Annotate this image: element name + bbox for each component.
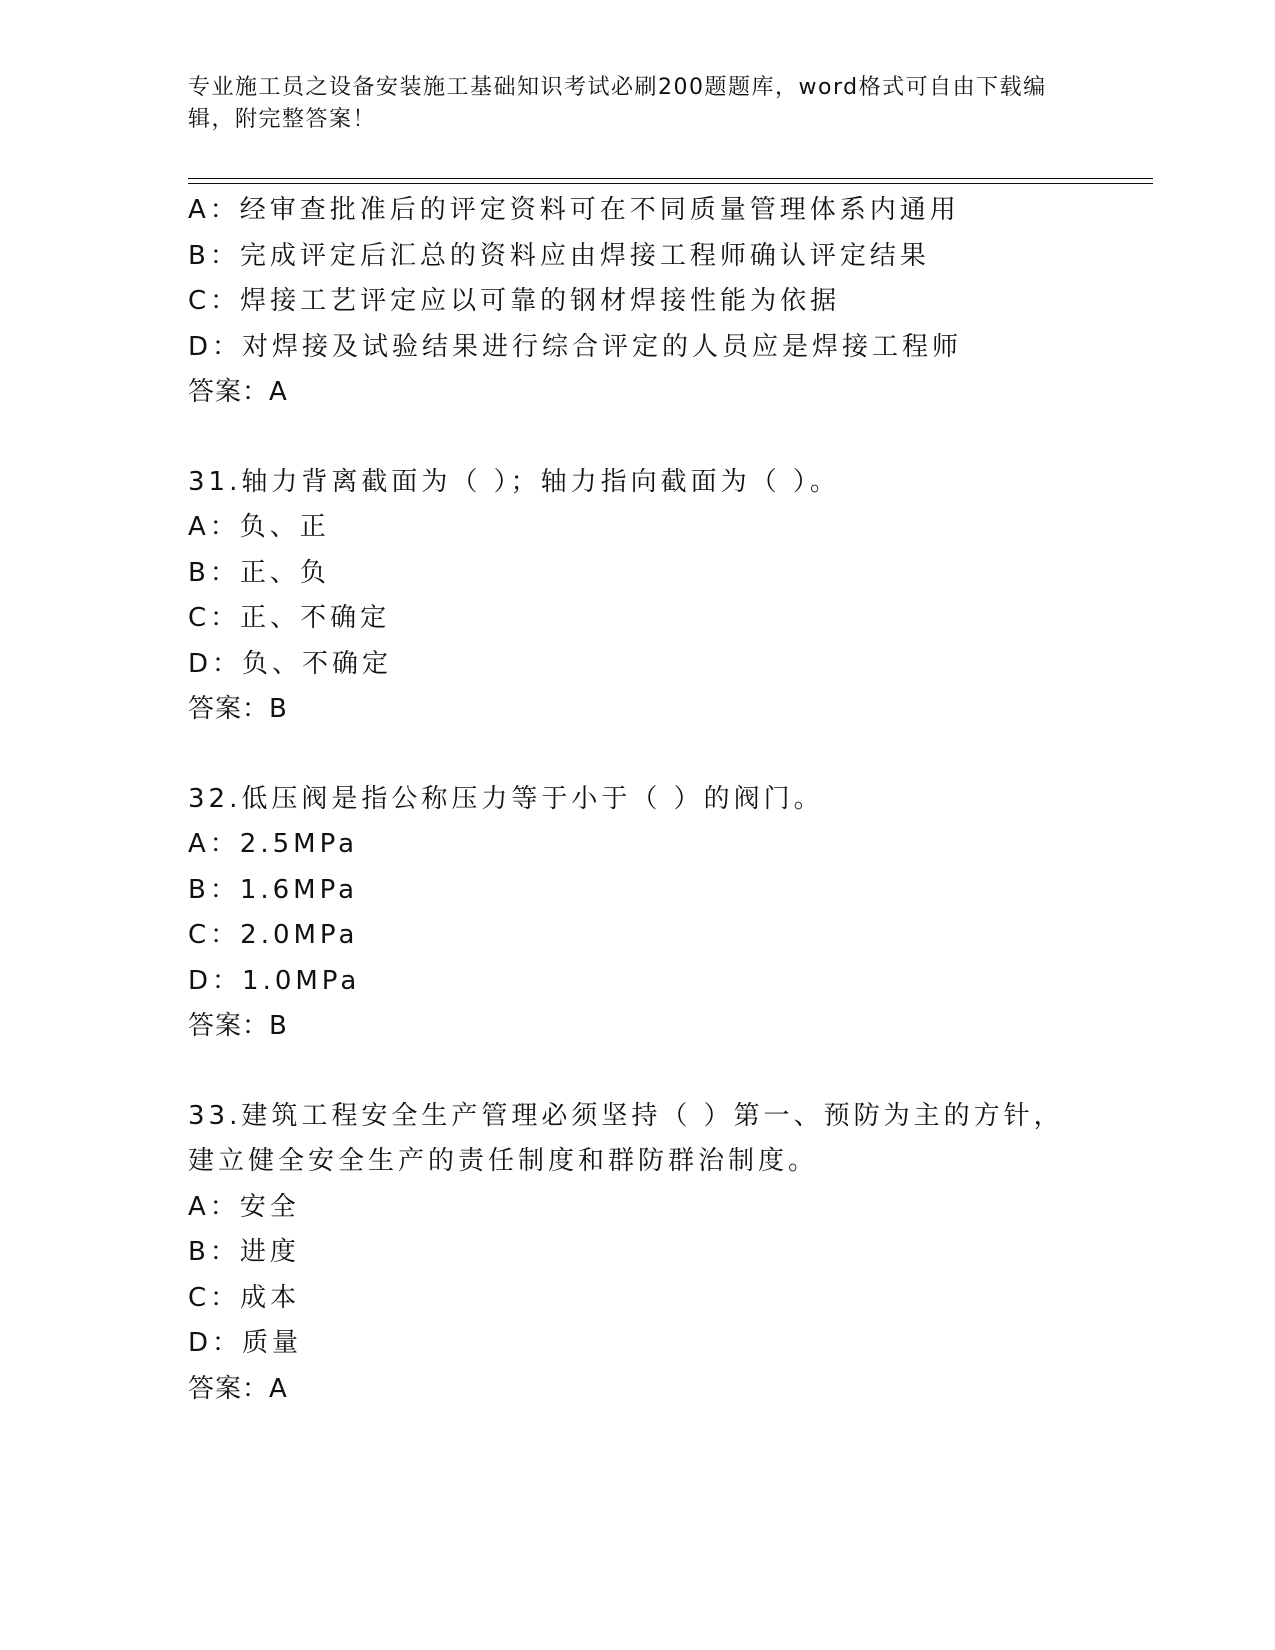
question-32 xyxy=(188,777,1088,1050)
option-b: B：正、负 xyxy=(188,557,330,588)
option-c: C：焊接工艺评定应以可靠的钢材焊接性能为依据 xyxy=(188,286,841,316)
option-a: A：2.5MPa xyxy=(188,829,359,859)
question-30 xyxy=(188,188,1088,416)
question-33 xyxy=(188,1094,1088,1413)
option-d: D：质量 xyxy=(188,1328,303,1358)
option-b: B：进度 xyxy=(188,1237,300,1267)
question-list xyxy=(188,188,1088,1412)
option-c: C：2.0MPa xyxy=(188,920,359,950)
document-header: 专业施工员之设备安装施工基础知识考试必刷200题题库，word格式可自由下载编辑，附完整答案！ xyxy=(188,75,1047,132)
option-a: A：安全 xyxy=(188,1191,300,1222)
option-a: A：经审查批准后的评定资料可在不同质量管理体系内通用 xyxy=(188,195,960,225)
answer: 答案：A xyxy=(188,1373,288,1404)
answer: 答案：B xyxy=(188,1011,288,1041)
answer: 答案：B xyxy=(188,694,288,724)
header-divider-top xyxy=(188,178,1153,179)
question-31 xyxy=(188,460,1088,733)
question-text: 33.建筑工程安全生产管理必须坚持（ ）第一、预防为主的方针，建立健全安全生产的责任制度和群防群治制度。 xyxy=(188,1100,1064,1176)
option-b: B：完成评定后汇总的资料应由焊接工程师确认评定结果 xyxy=(188,240,930,271)
option-d: D：负、不确定 xyxy=(188,648,393,679)
option-b: B：1.6MPa xyxy=(188,874,359,905)
question-text: 31.轴力背离截面为（ ）；轴力指向截面为（ ）。 xyxy=(188,466,840,497)
option-a: A：负、正 xyxy=(188,512,330,542)
option-c: C：正、不确定 xyxy=(188,603,391,633)
header-divider-bottom xyxy=(188,183,1153,184)
answer: 答案：A xyxy=(188,377,288,407)
option-c: C：成本 xyxy=(188,1282,301,1313)
option-d: D：1.0MPa xyxy=(188,965,361,996)
question-text: 32.低压阀是指公称压力等于小于（ ）的阀门。 xyxy=(188,783,824,814)
option-d: D：对焊接及试验结果进行综合评定的人员应是焊接工程师 xyxy=(188,331,963,362)
